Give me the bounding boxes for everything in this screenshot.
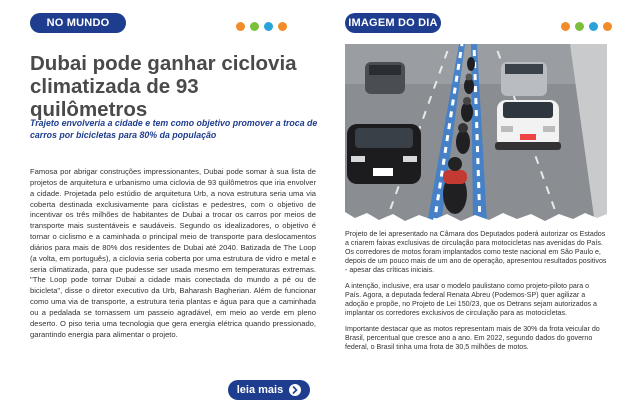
- dot-green: [575, 22, 584, 31]
- dot-orange: [561, 22, 570, 31]
- caption-paragraph: Importante destacar que as motos representam mais de 30% da frota veicular do Brasil, percentual que cresce ano a ano. Em 2022, segundo dados do governo federal, o Brasil tinha uma frota de 30,5 milhões de motos.: [345, 325, 600, 351]
- dot-blue: [589, 22, 598, 31]
- article-title: Dubai pode ganhar ciclovia climatizada de 93 quilômetros: [30, 52, 297, 121]
- decorative-dots-left: [236, 22, 287, 31]
- dot-green: [250, 22, 259, 31]
- section-badge-no-mundo: NO MUNDO: [30, 13, 126, 33]
- article-subtitle: Trajeto envolveria a cidade e tem como objetivo promover a troca de carros por bicicletas para 80% da população: [30, 118, 318, 140]
- image-caption-text: [345, 230, 607, 359]
- decorative-dots-right: [561, 22, 612, 31]
- dot-orange: [236, 22, 245, 31]
- dot-orange: [603, 22, 612, 31]
- read-more-button[interactable]: [228, 380, 310, 400]
- motorcycle-lane-photo: [345, 44, 607, 224]
- dot-blue: [264, 22, 273, 31]
- article-body: Famosa por abrigar construções impressionantes, Dubai pode somar à sua lista de projetos de arquitetura e urbanismo uma ciclovia de 93 quilômetros que iria envolver a cidade. Projetada pelo estúdio de arquitetura Urb, a nova estrutura seria uma via coberta destinada exclusivamente para ciclistas e pedestres, com o objetivo de incentivar os três milhões de habitantes de Dubai a trocar os carros por meios de transporte mais sustentáveis e saudáveis. Segundo os idealizadores, o objetivo é tornar o ciclismo e a caminhada o principal meio de transporte para deslocamentos diários para mais de 80% dos residentes de Dubai até 2040. Batizada de The Loop (a volta, em português), a ciclovia seria coberta por uma estrutura de vidro e metal e seria climatizada, para que pudesse ser usada mesmo em temperaturas extremas. "The Loop pode tornar Dubai a cidade mais conectada do mundo a pé ou de bicicleta", disse o diretor executivo da Urb, Baharash Bagherian. Além de funcionar como uma via de transporte, a estrutura teria plantas e água para que a caminhada ou a pedalada se tornassem um passeio agradável, em meio ao verde em pleno deserto. O piso teria uma tecnologia que gera energia elétrica quando pressionado, garantindo energia para alimentar o projeto.: [30, 167, 316, 339]
- dot-orange: [278, 22, 287, 31]
- caption-paragraph: Projeto de lei apresentado na Câmara dos Deputados poderá autorizar os Estados a criarem faixas exclusivas de circulação para motocicletas nas avenidas do País. Os corredores de motos foram implantados como teste nacional em São Paulo e, depois de um pouco mais de um ano de operação, apresentou resultados positivos - apesar das críticas iniciais.: [345, 230, 607, 274]
- section-badge-imagem-do-dia: IMAGEM DO DIA: [345, 13, 441, 33]
- read-more-label: leia mais: [236, 384, 284, 396]
- chevron-right-icon: [289, 384, 301, 396]
- caption-paragraph: A intenção, inclusive, era usar o modelo paulistano como projeto-piloto para o País. Agora, a deputada federal Renata Abreu (Podemos-SP) quer agilizar a adoção e propõe, no Projeto de Lei 150/23, que os Detrans sejam autorizados a implantar os corredores exclusivos de circulação para as motocicletas.: [345, 282, 597, 317]
